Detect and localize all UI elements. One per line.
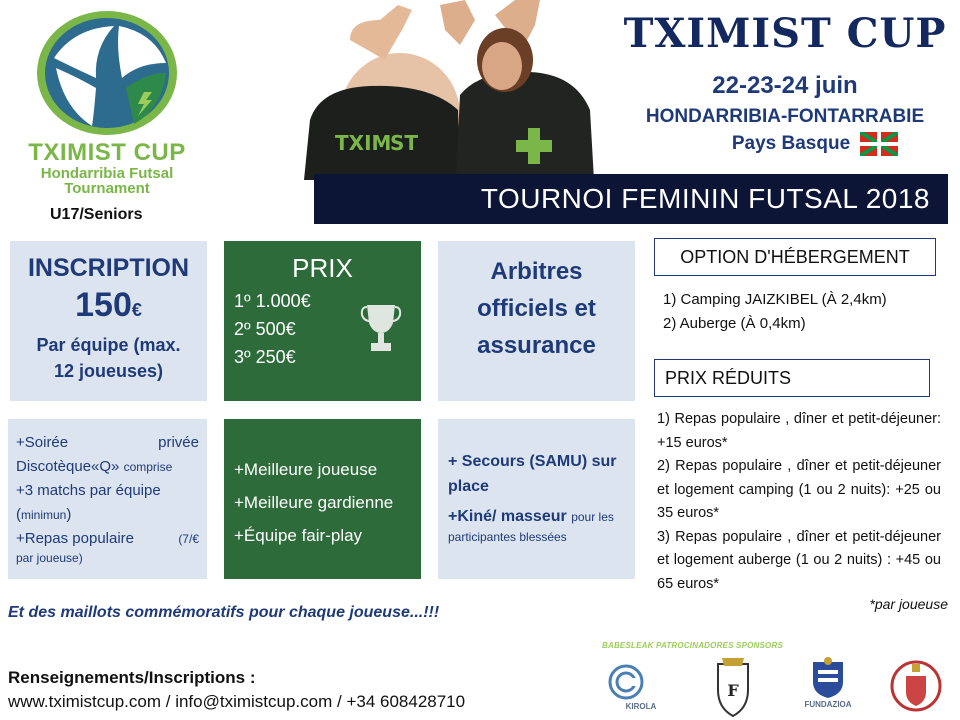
referees-line-1: Arbitres bbox=[490, 258, 583, 285]
extra-small: minimun bbox=[21, 508, 67, 522]
sponsors-label: BABESLEAK PATROCINADORES SPONSORS bbox=[602, 641, 783, 650]
inscription-box bbox=[10, 241, 207, 401]
logo-title: TXIMIST CUP bbox=[28, 139, 186, 166]
extra-line bbox=[16, 455, 199, 479]
extra-text: ) bbox=[66, 506, 72, 523]
futsal-ball-icon bbox=[34, 8, 180, 138]
award-item: +Meilleure joueuse bbox=[234, 460, 378, 479]
categories-label: U17/Seniors bbox=[50, 206, 143, 223]
inscription-detail-2: 12 joueuses) bbox=[53, 361, 164, 381]
awards-box bbox=[224, 419, 421, 579]
reduced-prices-list bbox=[657, 408, 941, 596]
tournament-banner: TOURNOI FEMININ FUTSAL 2018 bbox=[314, 174, 948, 224]
sponsor-town-crest bbox=[888, 656, 944, 718]
extra-line bbox=[16, 527, 199, 551]
price-value: 150 bbox=[75, 286, 132, 324]
award-item: +Meilleure gardienne bbox=[234, 493, 394, 512]
extra-line: +3 matchs par équipe bbox=[16, 482, 161, 499]
logo-subtitle-1: Hondarribia Futsal bbox=[40, 165, 174, 182]
price-currency: € bbox=[131, 300, 142, 320]
extras-box-left bbox=[8, 419, 207, 579]
reduced-price-note: *par joueuse bbox=[869, 596, 948, 612]
event-header bbox=[620, 12, 950, 156]
event-location: HONDARRIBIA-FONTARRABIE bbox=[645, 106, 925, 127]
contact-line: www.tximistcup.com / info@tximistcup.com / +34 608428710 bbox=[8, 692, 466, 711]
services-line-2 bbox=[448, 507, 625, 547]
extra-text: +Repas populaire bbox=[16, 530, 135, 547]
sponsor-name: KIROLA bbox=[625, 702, 657, 711]
inscription-detail-1: Par équipe (max. bbox=[36, 335, 181, 355]
sponsor-fundazioa-logo bbox=[798, 656, 858, 718]
extra-line bbox=[16, 431, 199, 455]
inscription-title: INSCRIPTION bbox=[27, 254, 190, 282]
basque-flag-icon bbox=[860, 132, 898, 156]
extra-line bbox=[16, 503, 199, 527]
referees-line-3: assurance bbox=[477, 332, 596, 359]
contact-label: Renseignements/Inscriptions : bbox=[8, 668, 256, 687]
reduced-price-item: 2) Repas populaire , dîner et petit-déjeuner et logement camping (1 ou 2 nuits): +25 ou 35 euros* bbox=[657, 458, 941, 521]
jerseys-note: Et des maillots commémoratifs pour chaque joueuse...!!! bbox=[8, 604, 440, 621]
sponsor-club-crest bbox=[708, 656, 758, 718]
svg-text:ST: ST bbox=[390, 131, 419, 155]
inscription-price bbox=[10, 283, 207, 332]
event-region bbox=[620, 132, 950, 156]
services-text: +Kiné/ masseur bbox=[448, 508, 567, 525]
region-label: Pays Basque bbox=[731, 133, 851, 154]
svg-text:F: F bbox=[727, 681, 739, 700]
prizes-title: PRIX bbox=[292, 253, 353, 283]
accommodation-item: 2) Auberge (À 0,4km) bbox=[663, 315, 806, 332]
reduced-prices-heading: PRIX RÉDUITS bbox=[654, 359, 930, 397]
extra-text: +Soirée bbox=[16, 434, 69, 451]
event-title: TXIMIST CUP bbox=[623, 10, 947, 57]
accommodation-heading: OPTION D'HÉBERGEMENT bbox=[654, 238, 936, 276]
reduced-price-item: 1) Repas populaire , dîner et petit-déjeuner: +15 euros* bbox=[657, 411, 941, 451]
extra-line bbox=[16, 551, 199, 565]
extra-small: par joueuse) bbox=[16, 551, 83, 565]
reduced-price-item: 3) Repas populaire , dîner et petit-déjeuner et logement auberge (1 ou 2 nuits) : +45 ou 65 euros* bbox=[657, 528, 941, 592]
prize-item: 3º 250€ bbox=[234, 347, 296, 367]
prizes-box bbox=[224, 241, 421, 401]
award-item: +Équipe fair-play bbox=[234, 526, 363, 545]
tournament-logo bbox=[22, 8, 192, 196]
prize-item: 2º 500€ bbox=[234, 319, 296, 339]
players-photo bbox=[290, 0, 610, 180]
prize-item: 1º 1.000€ bbox=[234, 291, 311, 311]
referees-box bbox=[438, 241, 635, 401]
logo-subtitle-2: Tournament bbox=[64, 180, 150, 197]
extra-small: comprise bbox=[123, 460, 173, 474]
sponsor-name: FUNDAZIOA bbox=[804, 700, 852, 709]
extra-text: Discotèque«Q» bbox=[16, 458, 120, 475]
event-dates: 22-23-24 juin bbox=[712, 72, 858, 99]
services-line-1: + Secours (SAMU) sur place bbox=[448, 453, 617, 495]
services-small: pour les participantes blessées bbox=[448, 510, 614, 544]
accommodation-list bbox=[663, 288, 887, 336]
svg-text:TXIM: TXIM bbox=[335, 131, 392, 155]
trophy-icon bbox=[359, 295, 403, 359]
sponsor-kirola-logo bbox=[606, 656, 676, 718]
accommodation-item: 1) Camping JAIZKIBEL (À 2,4km) bbox=[663, 291, 887, 308]
referees-line-2: officiels et bbox=[477, 295, 596, 322]
services-box bbox=[438, 419, 635, 579]
extra-text: ( bbox=[16, 506, 21, 523]
extra-text: privée bbox=[158, 434, 199, 451]
extra-small: (7/€ bbox=[178, 532, 199, 546]
